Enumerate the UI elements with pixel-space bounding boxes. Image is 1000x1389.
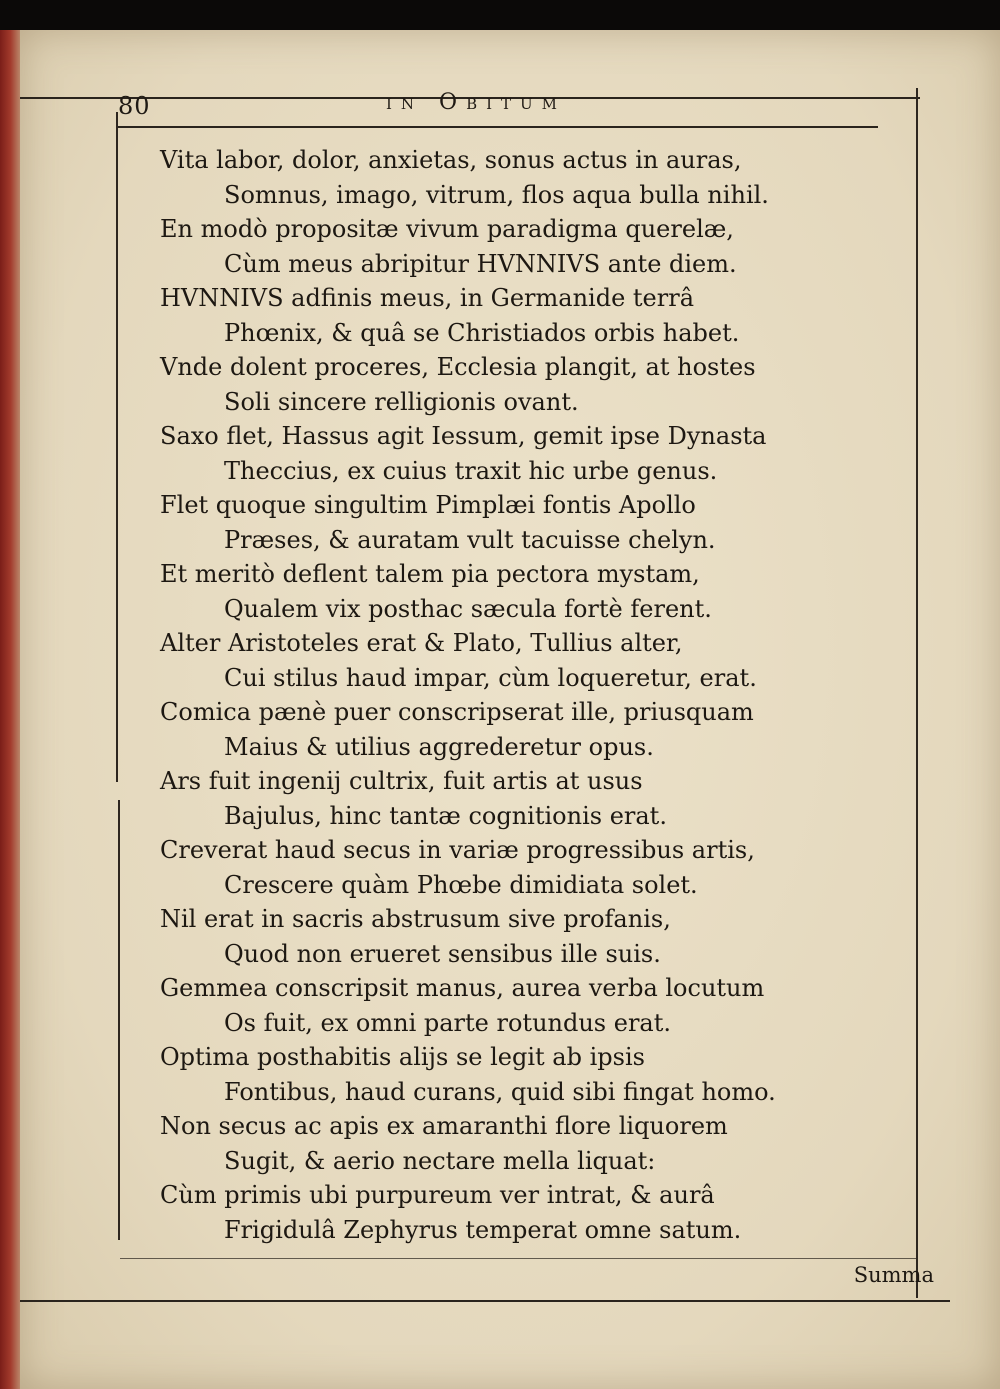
hexameter-line: Saxo flet, Hassus agit Iessum, gemit ipse Dynasta [160,422,767,450]
bottom-border-rule [20,1300,950,1302]
hexameter-line: En modò propositæ vivum paradigma querelæ, [160,215,734,243]
hexameter-line: Creverat haud secus in variæ progressibus artis, [160,836,755,864]
hexameter-line: Comica pænè puer conscripserat ille, priusquam [160,698,754,726]
frame-left-rule [116,112,118,782]
catchword: Summa [853,1263,934,1287]
pentameter-line: Præses, & auratam vult tacuisse chelyn. [224,525,716,554]
pentameter-line: Os fuit, ex omni parte rotundus erat. [224,1008,671,1037]
hexameter-line: Cùm primis ubi purpureum ver intrat, & aurâ [160,1181,715,1209]
pentameter-line: Phœnix, & quâ se Christiados orbis habet. [224,318,740,347]
hexameter-line: Gemmea conscripsit manus, aurea verba locutum [160,974,765,1002]
pentameter-line: Somnus, imago, vitrum, flos aqua bulla nihil. [224,180,769,209]
pentameter-line: Theccius, ex cuius traxit hic urbe genus. [224,456,718,485]
pentameter-line: Soli sincere relligionis ovant. [224,387,579,416]
hexameter-line: Vita labor, dolor, anxietas, sonus actus in auras, [160,146,742,174]
pentameter-line: Crescere quàm Phœbe dimidiata solet. [224,870,698,899]
pentameter-line: Qualem vix posthac sæcula fortè ferent. [224,594,712,623]
hexameter-line: Flet quoque singultim Pimplæi fontis Apollo [160,491,696,519]
hexameter-line: HVNNIVS adfinis meus, in Germanide terrâ [160,284,694,312]
hexameter-line: Et meritò deflent talem pia pectora mystam, [160,560,700,588]
hexameter-line: Optima posthabitis alijs se legit ab ipsis [160,1043,645,1071]
hexameter-line: Non secus ac apis ex amaranthi flore liquorem [160,1112,728,1140]
running-head [118,88,918,126]
hexameter-line: Ars fuit ingenij cultrix, fuit artis at usus [160,767,643,795]
pentameter-line: Frigidulâ Zephyrus temperat omne satum. [224,1215,742,1244]
poem-verses [160,143,860,1247]
running-title: in Obitum [386,90,567,115]
pentameter-line: Sugit, & aerio nectare mella liquat: [224,1146,656,1175]
frame-left-rule-lower [118,800,120,1240]
page-number: 80 [118,92,151,120]
head-rule [118,126,878,128]
pentameter-line: Quod non erueret sensibus ille suis. [224,939,661,968]
pentameter-line: Bajulus, hinc tantæ cognitionis erat. [224,801,667,830]
bottom-rule [120,1258,916,1259]
pentameter-line: Maius & utilius aggrederetur opus. [224,732,654,761]
hexameter-line: Nil erat in sacris abstrusum sive profanis, [160,905,671,933]
hexameter-line: Alter Aristoteles erat & Plato, Tullius alter, [160,629,683,657]
hexameter-line: Vnde dolent proceres, Ecclesia plangit, at hostes [160,353,756,381]
frame-right-rule [916,88,918,1298]
pentameter-line: Fontibus, haud curans, quid sibi fingat homo. [224,1077,776,1106]
pentameter-line: Cùm meus abripitur HVNNIVS ante diem. [224,249,737,278]
pentameter-line: Cui stilus haud impar, cùm loqueretur, erat. [224,663,757,692]
